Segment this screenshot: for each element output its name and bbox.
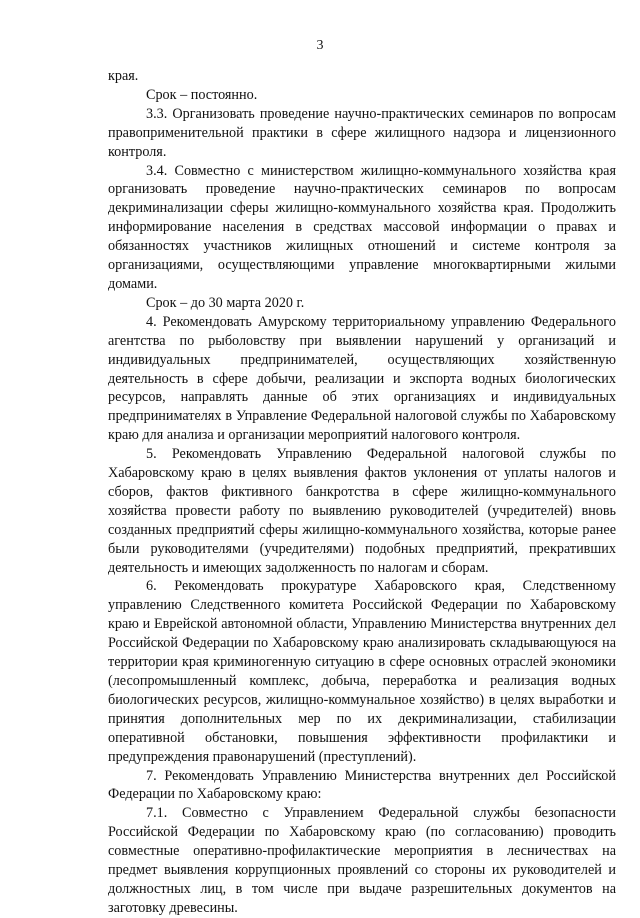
deadline-permanent: Срок – постоянно. xyxy=(146,86,258,103)
paragraph-7: 7. Рекомендовать Управлению Министерства внутренних дел Российской Федерации по Хабаровскому краю: xyxy=(108,767,616,803)
deadline-march-2020: Срок – до 30 марта 2020 г. xyxy=(146,294,305,311)
document-body xyxy=(108,67,616,918)
paragraph-7-1: 7.1. Совместно с Управлением Федеральной службы безопасности Российской Федерации по Хабаровскому краю (по согласованию) проводить совместные оперативно-профилактические мероприятия в лесничествах на предмет выявления коррупционных проявлений со стороны их руководителей и должностных лиц, в том числе при выдаче разрешительных документов на заготовку древесины. xyxy=(108,805,616,916)
paragraph-3-3: 3.3. Организовать проведение научно-практических семинаров по вопросам правоприменительной практики в сфере жилищного надзора и лицензионного контроля. xyxy=(108,105,616,160)
paragraph-5: 5. Рекомендовать Управлению Федеральной налоговой службы по Хабаровскому краю в целях выявления фактов уклонения от уплаты налогов и сборов, фактов фиктивного банкротства в сфере жилищно-коммунального хозяйства провести работу по выявлению руководителей (учредителей) вновь созданных предприятий сферы жилищно-коммунального хозяйства, которые ранее были руководителями (учредителями) подобных предприятий, прекративших деятельность и имеющих задолженность по налогам и сборам. xyxy=(108,446,616,576)
paragraph-4: 4. Рекомендовать Амурскому территориальному управлению Федерального агентства по рыболовству при выявлении нарушений у организаций и индивидуальных предпринимателей, осуществляющих хозяйственную деятельность в сфере добычи, реализации и экспорта водных биологических ресурсов, направлять данные об этих организациях и индивидуальных предпринимателях в Управление Федеральной налоговой службы по Хабаровскому краю для анализа и организации мероприятий налогового контроля. xyxy=(108,313,616,444)
page-number: 3 xyxy=(316,38,324,53)
paragraph-3-4: 3.4. Совместно с министерством жилищно-коммунального хозяйства края организовать проведение научно-практических семинаров по вопросам декриминализации сферы жилищно-коммунального хозяйства края. Продолжить информирование населения в средствах массовой информации о правах и обязанностях участников жилищных отношений и системе контроля за организациями, осуществляющими управление многоквартирными жилыми домами. xyxy=(108,162,616,292)
paragraph-6: 6. Рекомендовать прокуратуре Хабаровского края, Следственному управлению Следственного комитета Российской Федерации по Хабаровскому краю и Еврейской автономной области, Управлению Министерства внутренних дел Российской Федерации по Хабаровскому краю анализировать складывающуюся на территории края криминогенную ситуацию в сфере основных отраслей экономики (лесопромышленный комплекс, добыча, переработка и реализация водных биологических ресурсов, жилищно-коммунальное хозяйство) в целях выработки и принятия дополнительных мер по их декриминализации, стабилизации оперативной обстановки, повышения эффективности профилактики и предупреждения правонарушений (преступлений). xyxy=(108,578,616,765)
paragraph-continuation: края. xyxy=(108,68,139,84)
